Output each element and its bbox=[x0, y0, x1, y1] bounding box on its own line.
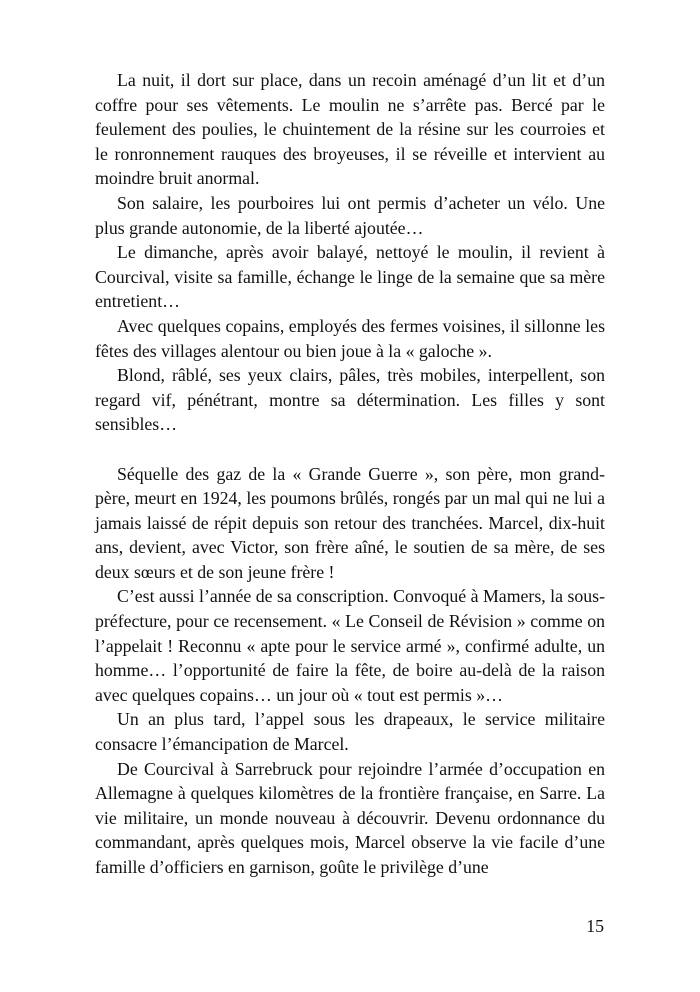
paragraph: Son salaire, les pourboires lui ont permis d’acheter un vélo. Une plus grande autonomie, de la liberté ajoutée… bbox=[95, 192, 605, 238]
paragraph: La nuit, il dort sur place, dans un recoin aménagé d’un lit et d’un coffre pour ses vêtements. Le moulin ne s’arrête pas. Bercé par le feulement des poulies, le chuintement de la résine sur les courroies et le ronronnement rauques des broyeuses, il se réveille et intervient au moindre bruit anormal. bbox=[95, 70, 605, 189]
paragraph: Avec quelques copains, employés des fermes voisines, il sillonne les fêtes des villages alentour ou bien joue à la « galoche ». bbox=[95, 315, 605, 361]
paragraph: De Courcival à Sarrebruck pour rejoindre l’armée d’occupation en Allemagne à quelques kilomètres de la frontière française, en Sarre. La vie militaire, un monde nouveau à découvrir. Devenu ordonnance du commandant, après quelques mois, Marcel observe la vie facile d’une famille d’officiers en garnison, goûte le privilège d’une bbox=[95, 758, 605, 877]
page-body bbox=[95, 68, 605, 880]
paragraph: Un an plus tard, l’appel sous les drapeaux, le service militaire consacre l’émancipation de Marcel. bbox=[95, 709, 605, 755]
paragraph: Le dimanche, après avoir balayé, nettoyé le moulin, il revient à Courcival, visite sa famille, échange le linge de la semaine que sa mère entretient… bbox=[95, 242, 605, 312]
paragraph: Séquelle des gaz de la « Grande Guerre », son père, mon grand-père, meurt en 1924, les poumons brûlés, rongés par un mal qui ne lui a jamais laissé de répit depuis son retour des tranchées. Marcel, dix-huit ans, devient, avec Victor, son frère aîné, le soutien de sa mère, de ses deux sœurs et de son jeune frère ! bbox=[95, 463, 605, 582]
page-number: 15 bbox=[586, 916, 604, 936]
paragraph: Blond, râblé, ses yeux clairs, pâles, très mobiles, interpellent, son regard vif, pénétrant, montre sa détermination. Les filles y sont sensibles… bbox=[95, 365, 605, 435]
paragraph: C’est aussi l’année de sa conscription. Convoqué à Mamers, la sous-préfecture, pour ce recensement. « Le Conseil de Révision » comme on l’appelait ! Reconnu « apte pour le service armé », confirmé adulte, un homme… l’opportunité de faire la fête, de boire au-delà de la raison avec quelques copains… un jour où « tout est permis »… bbox=[95, 586, 605, 705]
